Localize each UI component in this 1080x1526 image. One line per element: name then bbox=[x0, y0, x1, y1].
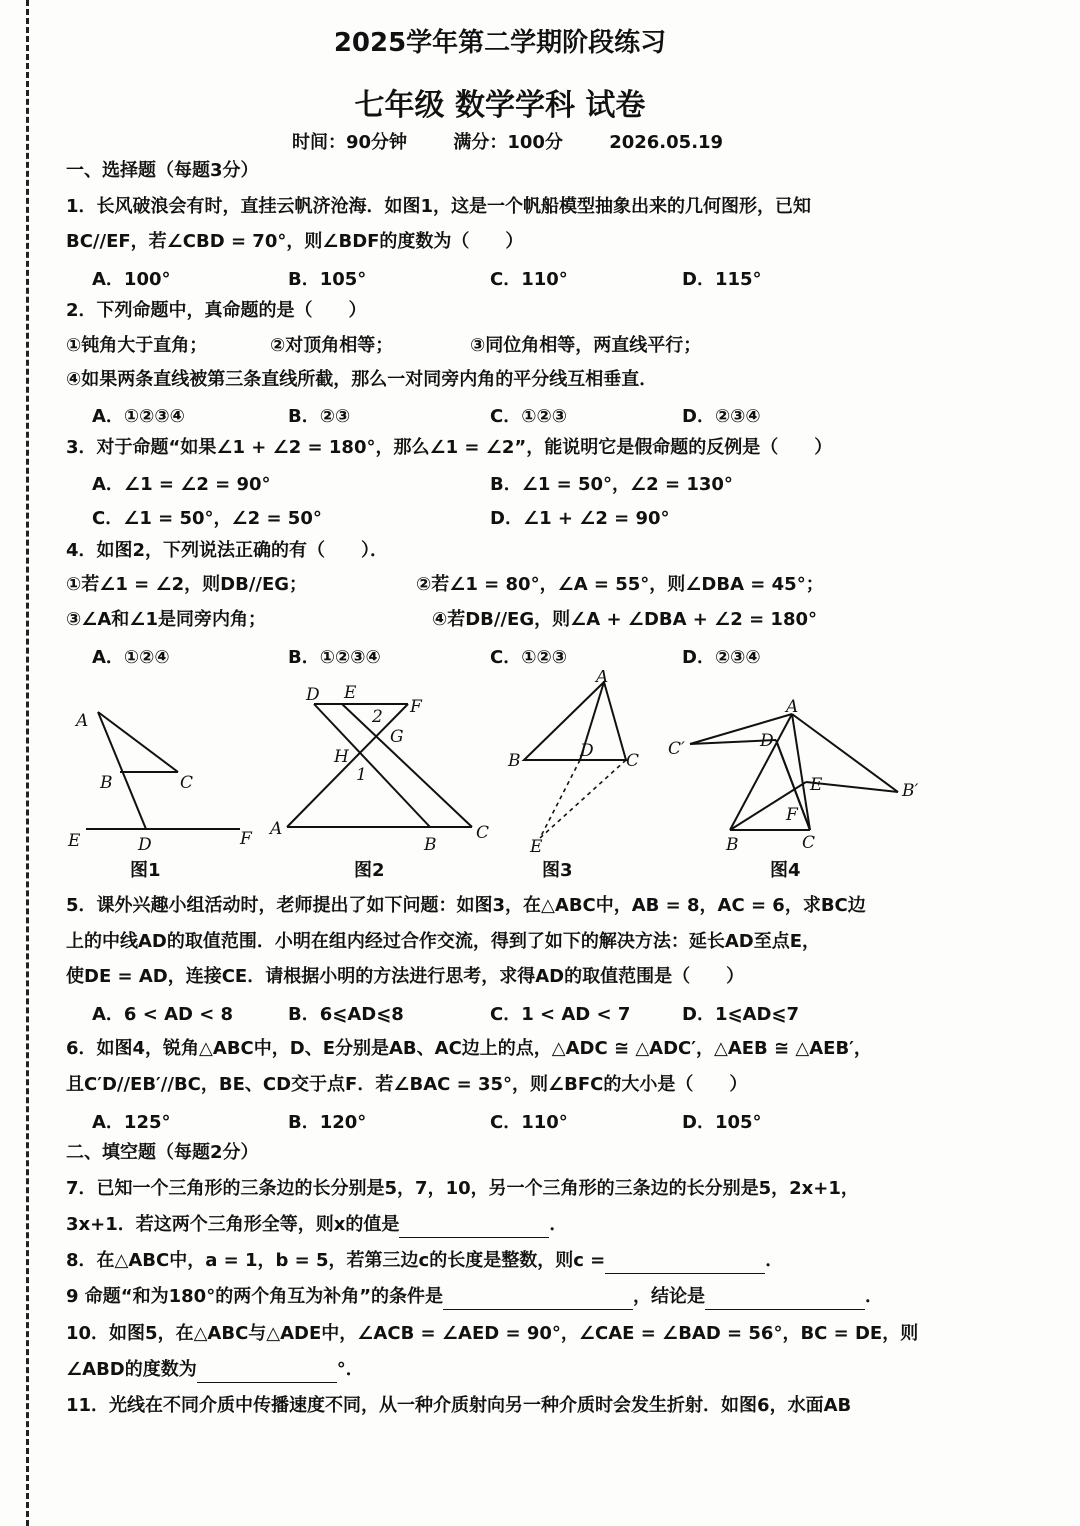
section1-heading: 一、选择题（每题3分） bbox=[66, 160, 259, 181]
exam-title: 2025学年第二学期阶段练习 bbox=[333, 28, 667, 58]
figures-row bbox=[0, 670, 1000, 885]
fig1-label-b: B bbox=[100, 773, 113, 793]
fig1-caption: 图1 bbox=[130, 860, 161, 881]
q6-option-a: A．125° bbox=[92, 1112, 171, 1133]
q5-option-a: A．6 < AD < 8 bbox=[92, 1004, 234, 1025]
q10-text: ∠ABD的度数为 bbox=[66, 1359, 197, 1380]
fig4-label-f: F bbox=[786, 805, 798, 825]
q4-line1: 4．如图2，下列说法正确的有（ ）． bbox=[66, 540, 389, 561]
fig2-label-a: A bbox=[270, 819, 283, 839]
fig1-label-e: E bbox=[68, 831, 81, 851]
q9-condition-blank[interactable] bbox=[443, 1291, 633, 1310]
q1-line2: BC//EF，若∠CBD = 70°，则∠BDF的度数为（ ） bbox=[66, 231, 524, 252]
q10-end: °． bbox=[336, 1359, 364, 1380]
section2-heading: 二、填空题（每题2分） bbox=[66, 1142, 259, 1163]
q9-line bbox=[66, 1284, 883, 1310]
q4-s2: ②若∠1 = 80°，∠A = 55°，则∠DBA = 45°； bbox=[416, 574, 824, 595]
fig2-label-d: D bbox=[306, 685, 320, 705]
q2-s3: ③同位角相等，两直线平行； bbox=[470, 335, 702, 356]
q4-option-a: A．①②④ bbox=[92, 647, 170, 668]
q3-line1: 3．对于命题“如果∠1 + ∠2 = 180°，那么∠1 = ∠2”，能说明它是假命题的反例是（ ） bbox=[66, 437, 833, 458]
fig4-label-a: A bbox=[786, 697, 799, 717]
q7-text: 3x+1．若这两个三角形全等，则x的值是 bbox=[66, 1214, 400, 1235]
fig4-caption: 图4 bbox=[770, 860, 801, 881]
q5-line1: 5．课外兴趣小组活动时，老师提出了如下问题：如图3，在△ABC中，AB = 8，AC = 6，求BC边 bbox=[66, 895, 866, 916]
q9-mid: ，结论是 bbox=[633, 1286, 706, 1307]
q11-line1: 11．光线在不同介质中传播速度不同，从一种介质射向另一种介质时会发生折射．如图6，水面AB bbox=[66, 1395, 852, 1416]
q1-option-c: C．110° bbox=[490, 269, 568, 290]
fig4-label-b-prime: B′ bbox=[902, 781, 919, 801]
fig2-label-2: 2 bbox=[372, 707, 383, 727]
q7-line2 bbox=[66, 1212, 567, 1238]
fig1-label-c: C bbox=[180, 773, 194, 793]
q5-line2: 上的中线AD的取值范围．小明在组内经过合作交流，得到了如下的解决方法：延长AD至点E， bbox=[66, 931, 821, 952]
fig4-label-d: D bbox=[760, 731, 774, 751]
q5-line3: 使DE = AD，连接CE．请根据小明的方法进行思考，求得AD的取值范围是（ ） bbox=[66, 966, 745, 987]
q2-option-b: B．②③ bbox=[288, 406, 351, 427]
fig3-caption: 图3 bbox=[542, 860, 573, 881]
q2-option-d: D．②③④ bbox=[682, 406, 761, 427]
exam-date: 2026.05.19 bbox=[609, 132, 724, 153]
q9-end: ． bbox=[865, 1286, 884, 1307]
q10-line1: 10．如图5，在△ABC与△ADE中，∠ACB = ∠AED = 90°，∠CAE = ∠BAD = 56°，BC = DE，则 bbox=[66, 1323, 919, 1344]
fig1-label-d: D bbox=[138, 835, 152, 855]
q8-end: ． bbox=[765, 1250, 784, 1271]
q2-option-a: A．①②③④ bbox=[92, 406, 185, 427]
q1-line1: 1．长风破浪会有时，直挂云帆济沧海．如图1，这是一个帆船模型抽象出来的几何图形，已知 bbox=[66, 196, 812, 217]
q3-option-c: C．∠1 = 50°，∠2 = 50° bbox=[92, 508, 322, 529]
q6-option-b: B．120° bbox=[288, 1112, 367, 1133]
fig4-label-b: B bbox=[726, 835, 739, 855]
fig4-label-c: C bbox=[802, 833, 816, 853]
q2-option-c: C．①②③ bbox=[490, 406, 567, 427]
q8-line bbox=[66, 1248, 783, 1274]
fig2-caption: 图2 bbox=[354, 860, 385, 881]
q1-option-b: B．105° bbox=[288, 269, 367, 290]
q7-answer-blank[interactable] bbox=[399, 1219, 549, 1238]
q5-option-c: C．1 < AD < 7 bbox=[490, 1004, 631, 1025]
q5-option-d: D．1⩽AD⩽7 bbox=[682, 1004, 800, 1025]
fig3-label-a: A bbox=[596, 670, 609, 687]
q6-line2: 且C′D//EB′//BC，BE、CD交于点F．若∠BAC = 35°，则∠BFC的大小是（ ） bbox=[66, 1074, 748, 1095]
fig2-label-e: E bbox=[344, 683, 357, 703]
fig2-label-g: G bbox=[390, 727, 404, 747]
fig2-label-b: B bbox=[424, 835, 437, 855]
q2-line3: ④如果两条直线被第三条直线所截，那么一对同旁内角的平分线互相垂直． bbox=[66, 369, 658, 390]
q4-s3: ③∠A和∠1是同旁内角； bbox=[66, 609, 266, 630]
q8-text: 8．在△ABC中，a = 1，b = 5，若第三边c的长度是整数，则c = bbox=[66, 1250, 606, 1271]
exam-meta bbox=[292, 128, 763, 154]
q4-s1: ①若∠1 = ∠2，则DB//EG； bbox=[66, 574, 308, 595]
q7-line1: 7．已知一个三角形的三条边的长分别是5，7，10，另一个三角形的三条边的长分别是5，2x+1， bbox=[66, 1178, 859, 1199]
q4-option-b: B．①②③④ bbox=[288, 647, 381, 668]
q8-answer-blank[interactable] bbox=[605, 1255, 765, 1274]
fig3-label-e: E bbox=[530, 837, 543, 857]
fig2-label-h: H bbox=[334, 747, 349, 767]
fig2-label-f: F bbox=[410, 697, 422, 717]
q4-option-c: C．①②③ bbox=[490, 647, 567, 668]
q9-conclusion-blank[interactable] bbox=[705, 1291, 865, 1310]
q3-option-a: A．∠1 = ∠2 = 90° bbox=[92, 474, 271, 495]
q9-text: 9 命题“和为180°的两个角互为补角”的条件是 bbox=[66, 1286, 444, 1307]
fig3-label-c: C bbox=[626, 751, 640, 771]
q10-line2 bbox=[66, 1357, 364, 1383]
q3-option-b: B．∠1 = 50°，∠2 = 130° bbox=[490, 474, 733, 495]
q1-option-a: A．100° bbox=[92, 269, 171, 290]
q10-answer-blank[interactable] bbox=[197, 1364, 337, 1383]
q6-option-d: D．105° bbox=[682, 1112, 762, 1133]
fig2-label-c: C bbox=[476, 823, 490, 843]
fig4-label-c-prime: C′ bbox=[668, 739, 685, 759]
exam-full-score: 满分：100分 bbox=[453, 132, 563, 153]
q1-option-d: D．115° bbox=[682, 269, 762, 290]
fig1-label-a: A bbox=[76, 711, 89, 731]
q3-option-d: D．∠1 + ∠2 = 90° bbox=[490, 508, 670, 529]
q5-option-b: B．6⩽AD⩽8 bbox=[288, 1004, 404, 1025]
fig4-label-e: E bbox=[810, 775, 823, 795]
q6-line1: 6．如图4，锐角△ABC中，D、E分别是AB、AC边上的点，△ADC ≅ △ADC′，△AEB ≅ △AEB′， bbox=[66, 1038, 872, 1059]
exam-subtitle: 七年级 数学学科 试卷 bbox=[354, 88, 646, 123]
q2-s2: ②对顶角相等； bbox=[270, 335, 394, 356]
fig3-label-d: D bbox=[580, 741, 594, 761]
fig3-label-b: B bbox=[508, 751, 521, 771]
q4-s4: ④若DB//EG，则∠A + ∠DBA + ∠2 = 180° bbox=[432, 609, 817, 630]
q2-line1: 2．下列命题中，真命题的是（ ） bbox=[66, 300, 367, 321]
exam-time: 时间：90分钟 bbox=[292, 132, 408, 153]
q7-end: ． bbox=[549, 1214, 568, 1235]
fig2-label-1: 1 bbox=[356, 765, 367, 785]
q2-s1: ①钝角大于直角； bbox=[66, 335, 208, 356]
q6-option-c: C．110° bbox=[490, 1112, 568, 1133]
q4-option-d: D．②③④ bbox=[682, 647, 761, 668]
fig1-label-f: F bbox=[240, 829, 252, 849]
